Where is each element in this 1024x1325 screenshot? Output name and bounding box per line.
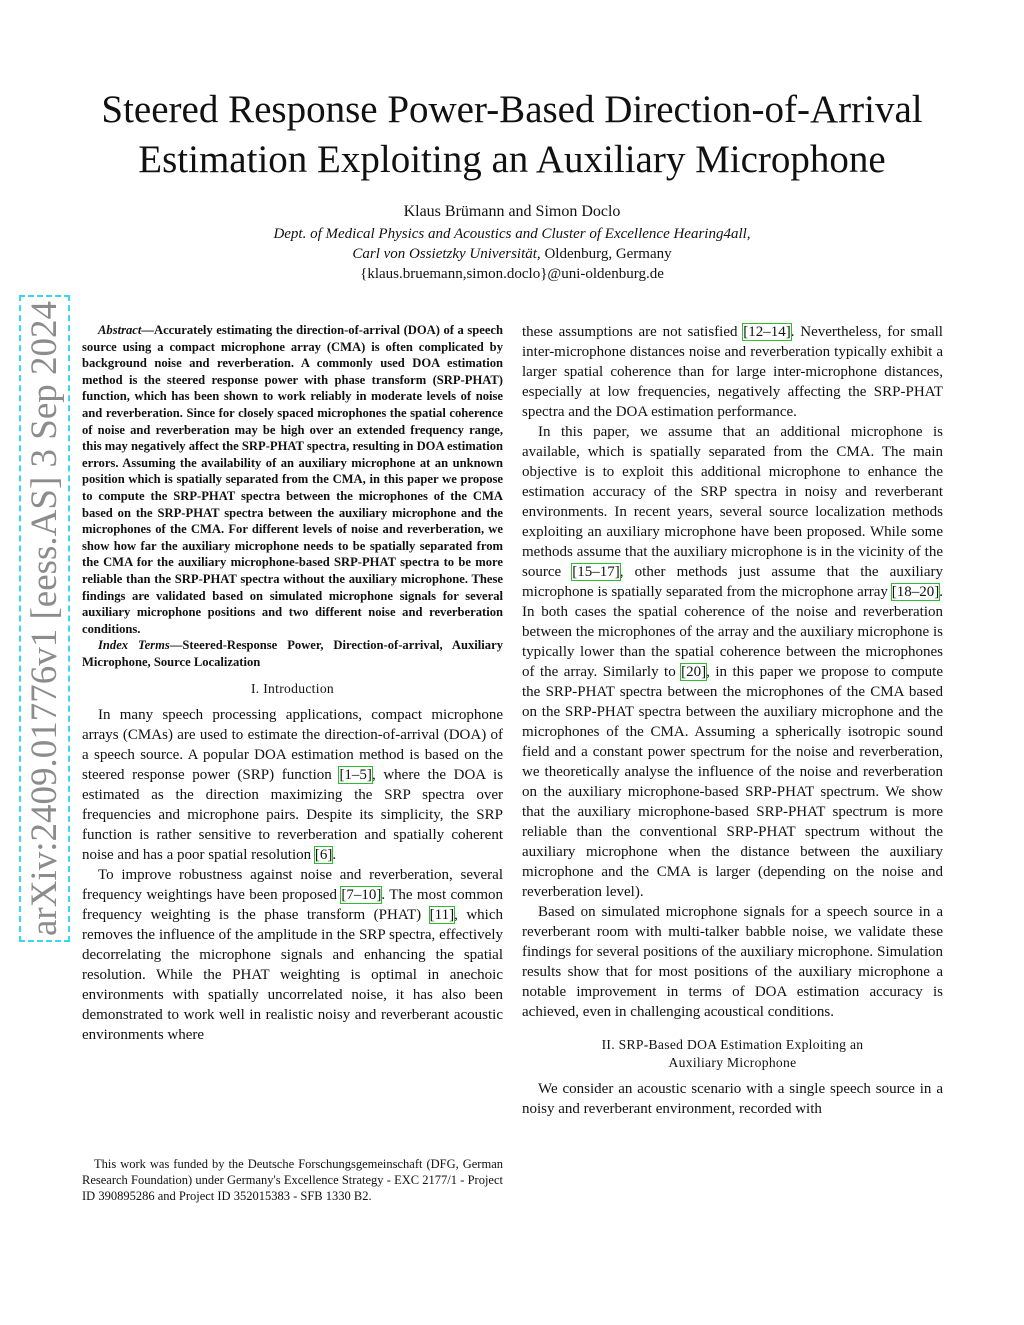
affiliation: [0, 224, 1024, 284]
university-location: Oldenburg, Germany: [540, 246, 672, 262]
section-heading-srp-doa: [522, 1036, 943, 1072]
author-email: {klaus.bruemann,simon.doclo}@uni-oldenburg.de: [360, 266, 664, 282]
title-line-1: Steered Response Power-Based Direction-of-Arrival: [101, 88, 923, 131]
author-list: Klaus Brümann and Simon Doclo: [403, 203, 621, 220]
section-heading-introduction: I. Introduction: [250, 681, 335, 697]
citation-link[interactable]: [20]: [681, 664, 707, 680]
index-terms-text: —Steered-Response Power, Direction-of-arrival, Auxiliary Microphone, Source Localization: [82, 638, 503, 669]
text-run: , in this paper we propose to compute the SRP-PHAT spectra between the microphones of the CMA based on the SRP-PHAT spectra between the auxiliary microphone and the microphones of the CMA. Assuming a spherically isotropic sound field and a constant power spectrum for the noise and reverberation, we theoretically analyse the influence of the noise and reverberation on the auxiliary microphone-based SRP-PHAT spectrum. We show that the auxiliary microphone-based SRP-PHAT spectrum is more reliable than the conventional SRP-PHAT spectrum without the auxiliary microphone when the distance between the auxiliary microphone and the CMA is larger (depending on the noise and reverberation level).: [522, 664, 943, 900]
right-column: [522, 322, 943, 1119]
text-run: In many speech processing applications, compact microphone arrays (CMAs) are used to estimate the direction-of-arrival (DOA) of a speech source. A popular DOA estimation method is based on the steered response power (SRP) function: [82, 707, 503, 784]
validation-paragraph: Based on simulated microphone signals for a speech source in a reverberant room with multi-talker babble noise, we validate these findings for several positions of the auxiliary microphone. Simulation results show that for most positions of the auxiliary microphone a notable improvement in terms of DOA estimation accuracy is achieved, even in challenging acoustical conditions.: [522, 904, 943, 1020]
text-run: these assumptions are not satisfied: [522, 324, 744, 340]
title-line-2: Estimation Exploiting an Auxiliary Microphone: [138, 138, 886, 181]
funding-footnote: This work was funded by the Deutsche Forschungsgemeinschaft (DFG, German Research Foundation) under Germany's Excellence Strategy - EXC 2177/1 - Project ID 390895286 and Project ID 352015383 - SFB 1330 B2.: [82, 1157, 503, 1203]
intro-paragraph-1: [82, 705, 503, 865]
section2-paragraph-1: We consider an acoustic scenario with a single speech source in a noisy and reverberant environment, recorded with: [522, 1081, 943, 1117]
affiliation-university: [0, 244, 1024, 264]
citation-link[interactable]: [6]: [314, 847, 333, 864]
text-run: , other methods just assume that the auxiliary microphone is spatially separated from the microphone array: [522, 564, 943, 600]
citation-link[interactable]: [7–10]: [341, 887, 382, 904]
text-run: , where the DOA is estimated as the direction maximizing the SRP spectra over frequencies and microphone pairs. Despite its simplicity, the SRP function is rather sensitive to reverberation and spatially coherent noise and has a poor spatial resolution: [82, 767, 503, 864]
text-run: . Nevertheless, for small inter-microphone distances noise and reverberation typically exhibit a larger spatial coherence than for large inter-microphone distances, especially at low frequencies, negatively affecting the SRP-PHAT spectra and the DOA estimation performance.: [522, 324, 943, 420]
text-run: .: [332, 847, 337, 864]
citation-link[interactable]: [15–17]: [572, 564, 620, 580]
arxiv-id[interactable]: arXiv:2409.01776v1 [eess.AS] 3 Sep 2024: [24, 300, 66, 936]
arxiv-identifier-stamp: [15, 300, 75, 936]
text-run: . In both cases the spatial coherence of the noise and reverberation between the microphones of the array and the auxiliary microphone is typically lower than the spatial coherence between the microphones of the array. Similarly to: [522, 584, 943, 680]
text-run: . The most common frequency weighting is the phase transform (PHAT): [82, 887, 503, 924]
citation-link[interactable]: [18–20]: [891, 584, 940, 600]
continued-paragraph: [522, 322, 943, 422]
abstract-text: —Accurately estimating the direction-of-arrival (DOA) of a speech source using a compact microphone array (CMA) is often complicated by background noise and reverberation. A commonly used DOA estimation method is the steered response power with phase transform (SRP-PHAT) function, which has been shown to work reliably in moderate levels of noise and reverberation. Since for closely spaced microphones the spatial coherence of noise and reverberation may be high over an extended frequency range, this may negatively affect the SRP-PHAT spectra, resulting in DOA estimation errors. Assuming the availability of an auxiliary microphone at an unknown position which is spatially separated from the CMA, in this paper we propose to compute the SRP-PHAT spectra between the microphones of the CMA based on the SRP-PHAT spectra between the auxiliary microphone and the microphones of the CMA. For different levels of noise and reverberation, we show how far the auxiliary microphone needs to be spatially separated from the CMA for the auxiliary microphone-based SRP-PHAT spectra to be more reliable than the SRP-PHAT spectra without the auxiliary microphone. These findings are validated based on simulated microphone signals for several auxiliary microphone positions and two different noise and reverberation conditions.: [82, 323, 503, 636]
proposal-paragraph: [522, 422, 943, 902]
paper-title: [60, 85, 964, 185]
index-terms: [82, 637, 503, 670]
citation-link[interactable]: [1–5]: [339, 767, 372, 784]
abstract: [82, 322, 503, 637]
section-heading-line-1: II. SRP-Based DOA Estimation Exploiting an: [601, 1037, 864, 1052]
abstract-label: Abstract: [98, 323, 142, 337]
index-terms-label: Index Terms: [98, 638, 170, 653]
section-heading-line-2: Auxiliary Microphone: [668, 1055, 797, 1070]
affiliation-department: Dept. of Medical Physics and Acoustics and Cluster of Excellence Hearing4all,: [273, 226, 751, 242]
intro-paragraph-2: [82, 865, 503, 1045]
text-run: In this paper, we assume that an additional microphone is available, which is spatially separated from the CMA. The main objective is to exploit this additional microphone to enhance the estimation accuracy of the SRP spectra in noisy and reverberant environments. In recent years, several source localization methods exploiting an auxiliary microphone have been proposed. While some methods assume that the auxiliary microphone is in the vicinity of the source: [522, 424, 943, 580]
left-column: [82, 322, 503, 1045]
text-run: To improve robustness against noise and reverberation, several frequency weightings have been proposed: [82, 867, 503, 904]
university-name: Carl von Ossietzky Universität,: [352, 246, 541, 262]
citation-link[interactable]: [12–14]: [743, 324, 791, 340]
text-run: , which removes the influence of the amplitude in the SRP spectra, effectively decorrelating the microphone signals and enhancing the spatial resolution. While the PHAT weighting is optimal in anechoic environments with spatially uncorrelated noise, it has also been demonstrated to work well in realistic noisy and reverberant acoustic environments where: [82, 907, 503, 1044]
citation-link[interactable]: [11]: [429, 907, 455, 924]
